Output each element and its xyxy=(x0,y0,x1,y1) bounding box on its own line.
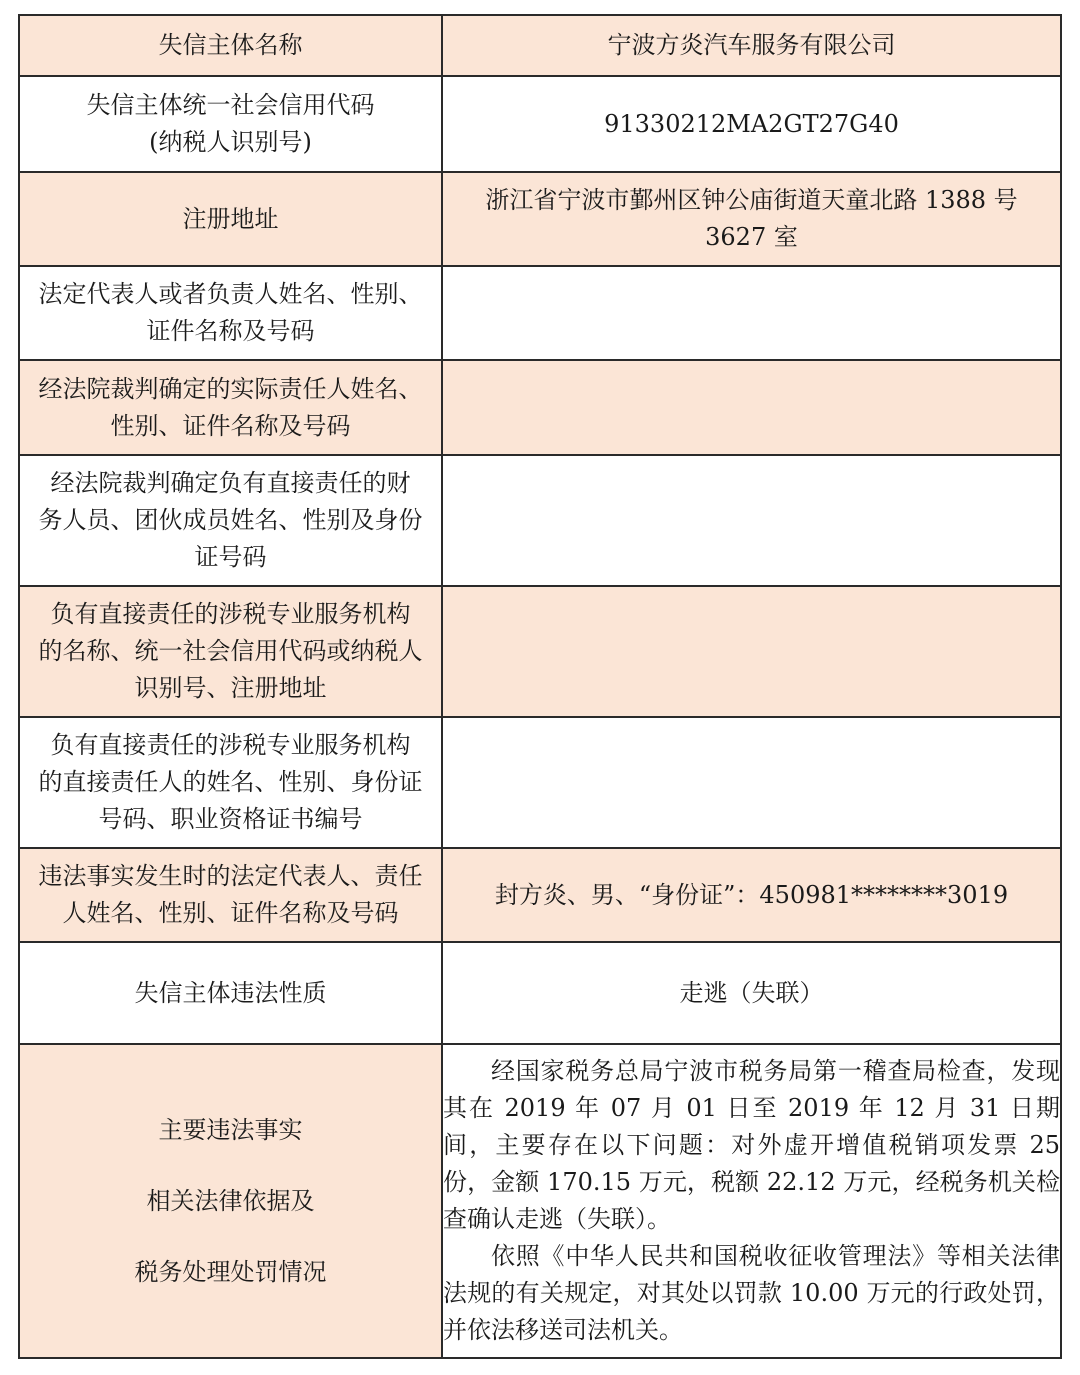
label-line: 证件名称及号码 xyxy=(146,317,315,345)
row-violation-facts xyxy=(19,1044,1061,1358)
label-registered-address xyxy=(19,172,442,266)
value-line: 91330212MA2GT27G40 xyxy=(604,109,899,138)
label-violation-nature xyxy=(19,942,442,1044)
value-line: 3627 室 xyxy=(705,223,798,251)
label-line: 人姓名、性别、证件名称及号码 xyxy=(62,899,399,927)
taxpayer-record-table xyxy=(18,14,1062,1359)
row-violation-time-representative xyxy=(19,848,1061,942)
label-line: 主要违法事实 xyxy=(158,1115,303,1144)
value-line: 走逃（失联） xyxy=(679,978,824,1007)
value-violation-facts xyxy=(442,1044,1061,1358)
label-line: (纳税人识别号) xyxy=(149,128,312,156)
label-line: 税务处理处罚情况 xyxy=(134,1257,327,1286)
value-actual-responsible-person xyxy=(442,360,1061,455)
row-tax-agency xyxy=(19,586,1061,717)
value-legal-representative xyxy=(442,266,1061,360)
facts-paragraph: 经国家税务总局宁波市税务局第一稽查局检查，发现其在 2019 年 07 月 01 日至 2019 年 12 月 31 日期间，主要存在以下问题：对外虚开增值税销项发票 25 份，金额 170.15 万元，税额 22.12 万元，经税务机关检查确认走逃（失联）。 xyxy=(443,1057,1060,1233)
label-line: 失信主体名称 xyxy=(158,31,303,59)
label-line: 注册地址 xyxy=(182,204,279,233)
label-line: 的直接责任人的姓名、性别、身份证 xyxy=(38,768,423,796)
row-violation-nature xyxy=(19,942,1061,1044)
label-line: 失信主体统一社会信用代码 xyxy=(86,91,375,119)
row-actual-responsible-person xyxy=(19,360,1061,455)
label-line: 法定代表人或者负责人姓名、性别、 xyxy=(38,280,423,308)
label-line: 号码、职业资格证书编号 xyxy=(98,805,363,833)
label-line: 违法事实发生时的法定代表人、责任 xyxy=(38,862,423,890)
value-line: 封方炎、男、“身份证”：450981********3019 xyxy=(494,880,1009,909)
label-line: 务人员、团伙成员姓名、性别及身份 xyxy=(38,506,423,534)
label-tax-agency-person xyxy=(19,717,442,848)
penalty-paragraph: 依照《中华人民共和国税收征收管理法》等相关法律法规的有关规定，对其处以罚款 10.00 万元的行政处罚，并依法移送司法机关。 xyxy=(443,1242,1060,1344)
value-tax-agency xyxy=(442,586,1061,717)
row-finance-staff xyxy=(19,455,1061,586)
label-tax-agency xyxy=(19,586,442,717)
row-entity-name xyxy=(19,15,1061,76)
label-line: 负有直接责任的涉税专业服务机构 xyxy=(50,600,411,628)
label-finance-staff xyxy=(19,455,442,586)
label-line: 证号码 xyxy=(194,543,267,571)
label-line: 性别、证件名称及号码 xyxy=(110,411,351,440)
label-line: 经法院裁判确定的实际责任人姓名、 xyxy=(38,374,423,403)
value-finance-staff xyxy=(442,455,1061,586)
row-registered-address xyxy=(19,172,1061,266)
label-violation-facts xyxy=(19,1044,442,1358)
value-violation-nature xyxy=(442,942,1061,1044)
label-entity-name xyxy=(19,15,442,76)
label-actual-responsible-person xyxy=(19,360,442,455)
label-line: 相关法律依据及 xyxy=(146,1186,315,1215)
value-credit-code xyxy=(442,76,1061,172)
value-line: 浙江省宁波市鄞州区钟公庙街道天童北路 1388 号 xyxy=(485,186,1018,214)
label-line: 的名称、统一社会信用代码或纳税人 xyxy=(38,637,423,665)
row-credit-code xyxy=(19,76,1061,172)
label-credit-code xyxy=(19,76,442,172)
label-legal-representative xyxy=(19,266,442,360)
label-line: 经法院裁判确定负有直接责任的财 xyxy=(50,469,411,497)
value-entity-name xyxy=(442,15,1061,76)
value-tax-agency-person xyxy=(442,717,1061,848)
row-legal-representative xyxy=(19,266,1061,360)
value-violation-time-representative xyxy=(442,848,1061,942)
value-registered-address xyxy=(442,172,1061,266)
value-line: 宁波方炎汽车服务有限公司 xyxy=(607,31,896,59)
label-line: 负有直接责任的涉税专业服务机构 xyxy=(50,731,411,759)
label-line: 识别号、注册地址 xyxy=(134,674,327,702)
label-line: 失信主体违法性质 xyxy=(134,978,327,1007)
row-tax-agency-person xyxy=(19,717,1061,848)
label-violation-time-representative xyxy=(19,848,442,942)
